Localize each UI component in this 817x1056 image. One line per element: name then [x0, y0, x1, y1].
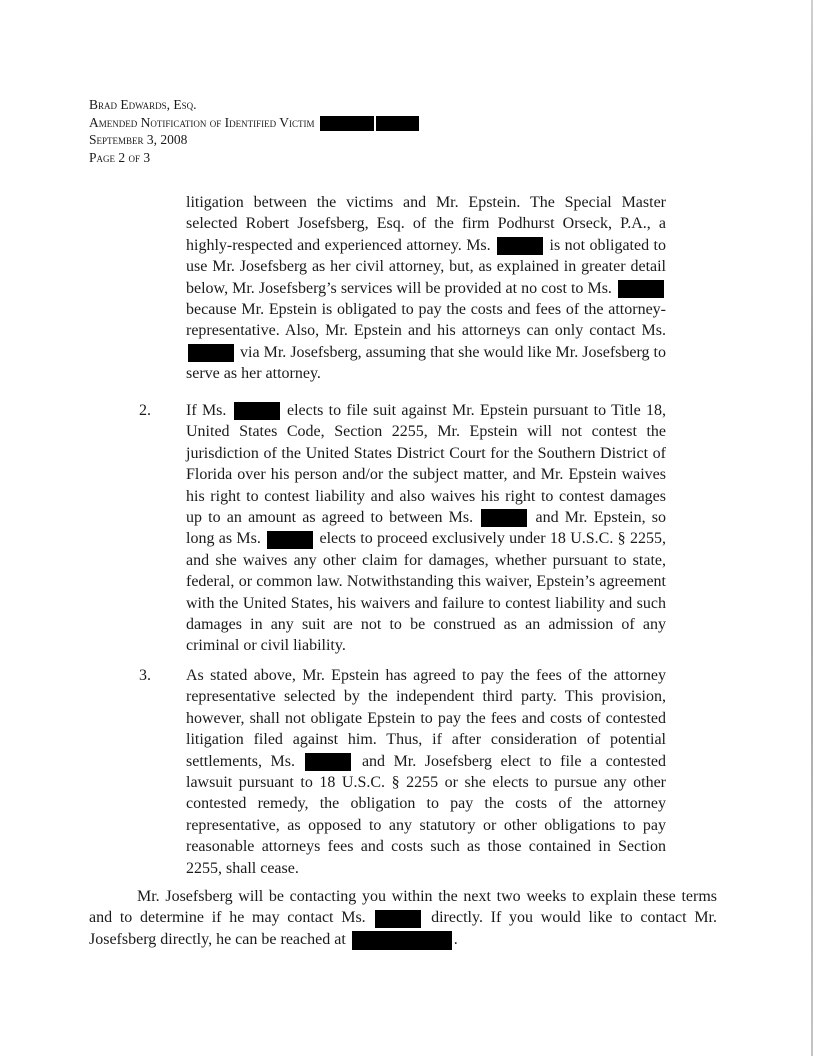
header-subject: [89, 114, 419, 132]
paragraph-text: elects to proceed exclusively under 18 U.S.C. § 2255, and she waives any other claim for damages, whether pursuant to state, federal, or common law. Notwithstanding this waiver, Epstein’s agreement with the United States, his waivers and failure to contest liability and such damages in any suit are not to be construed as an admission of any criminal or civil liability.: [186, 530, 666, 655]
redaction-block: [375, 910, 421, 928]
redaction-block: [481, 509, 527, 527]
paragraph-text: is not obligated to use Mr. Josefsberg as her civil attorney, but, as explained in greater detail below, Mr. Josefsberg’s services will be provided at no cost to Ms.: [186, 236, 666, 297]
paragraph-text: .: [453, 930, 458, 948]
paragraph-text: Mr. Josefsberg will be contacting you within the next two weeks to explain these terms and to determine if he may contact Ms.: [89, 888, 717, 927]
redaction-block: [305, 753, 351, 771]
item-number: 3.: [139, 667, 151, 684]
redaction-block: [497, 237, 543, 255]
item-number: 2.: [139, 402, 151, 419]
redaction-block: [352, 931, 452, 950]
header-recipient: Brad Edwards, Esq.: [89, 97, 197, 112]
paragraph-text: elects to file suit against Mr. Epstein pursuant to Title 18, United States Code, Section 2255, Mr. Epstein will not contest the jurisdiction of the United States District Court for the Southern District of Florida over his person and/or the subject matter, and Mr. Epstein waives his right to contest liability and also waives his right to contest damages up to an amount as agreed to between Ms.: [186, 402, 667, 527]
paragraph-text: because Mr. Epstein is obligated to pay the costs and fees of the attorney-representative. Also, Mr. Epstein and his attorneys can only contact Ms.: [186, 301, 666, 340]
page-edge-shadow: [811, 0, 813, 1056]
numbered-item: [186, 400, 666, 657]
letter-header: [89, 96, 419, 166]
paragraph-text: via Mr. Josefsberg, assuming that she would like Mr. Josefsberg to serve as her attorney.: [186, 343, 666, 383]
paragraph-text: As stated above, Mr. Epstein has agreed to pay the fees of the attorney representative selected by the independent third party. This provision, however, shall not obligate Epstein to pay the fees and costs of contested litigation filed against him. Thus, if after consideration of potential settlements, Ms.: [186, 667, 666, 770]
header-date: September 3, 2008: [89, 132, 188, 147]
paragraph-text: directly. If you would like to contact Mr. Josefsberg directly, he can be reached at: [89, 909, 717, 948]
redaction-block: [267, 531, 313, 549]
paragraph-text: and Mr. Epstein, so long as Ms.: [186, 509, 666, 548]
paragraph-text: litigation between the victims and Mr. Epstein. The Special Master selected Robert Josefsberg, Esq. of the firm Podhurst Orseck, P.A., a highly-respected and experienced attorney. Ms.: [186, 194, 666, 254]
numbered-item: [186, 665, 666, 879]
closing-paragraph: [89, 886, 717, 950]
redaction-block: [376, 116, 419, 131]
paragraph-text: If Ms.: [186, 402, 232, 419]
header-subject-text: Amended Notification of Identified Victim: [89, 114, 315, 130]
redaction-block: [234, 402, 280, 420]
redaction-block: [188, 344, 234, 362]
redaction-block: [618, 280, 664, 298]
intro-paragraph: [186, 192, 666, 385]
paragraph-text: and Mr. Josefsberg elect to file a contested lawsuit pursuant to 18 U.S.C. § 2255 or she elects to pursue any other contested remedy, the obligation to pay the costs of the attorney representative, as opposed to any statutory or other obligations to pay reasonable attorneys fees and costs such as those contained in Section 2255, shall cease.: [186, 752, 666, 877]
redaction-block: [320, 116, 374, 131]
header-page-number: Page 2 of 3: [89, 149, 151, 165]
